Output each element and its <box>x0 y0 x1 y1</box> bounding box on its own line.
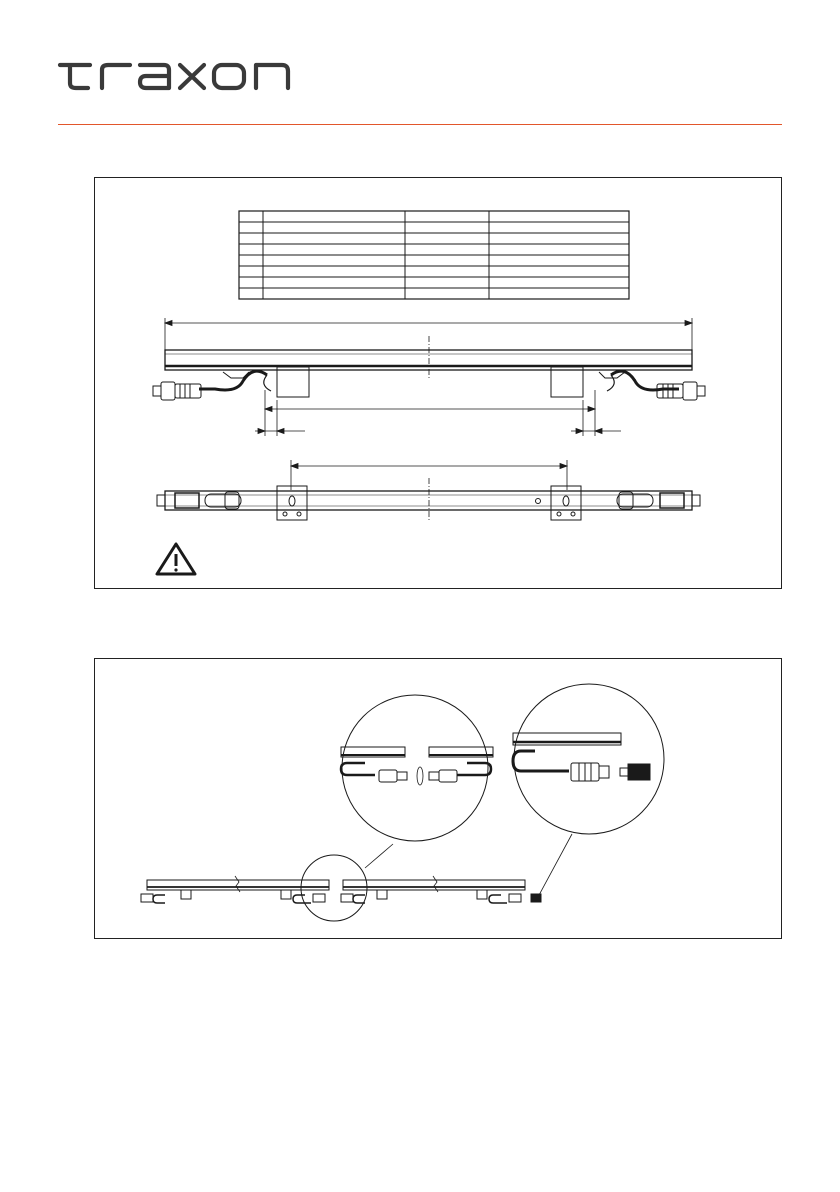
bar-1 <box>141 876 329 903</box>
overall-length-dimension <box>165 318 692 353</box>
bottom-view-dimension <box>291 460 567 490</box>
dimension-drawing-panel <box>94 177 782 589</box>
connection-drawing <box>95 659 781 938</box>
header-rule <box>58 124 782 125</box>
bar-side-view <box>153 336 705 400</box>
detail-circle-1 <box>341 695 493 841</box>
detail-marker-circle <box>301 855 367 921</box>
warning-triangle-icon <box>157 544 195 574</box>
bar-bottom-view <box>157 478 700 522</box>
bar-2 <box>341 876 541 903</box>
detail-circle-2 <box>513 684 664 834</box>
spec-table <box>239 211 629 299</box>
traxon-logo <box>56 56 296 92</box>
connection-drawing-panel <box>94 658 782 939</box>
dimension-drawing <box>95 178 781 588</box>
